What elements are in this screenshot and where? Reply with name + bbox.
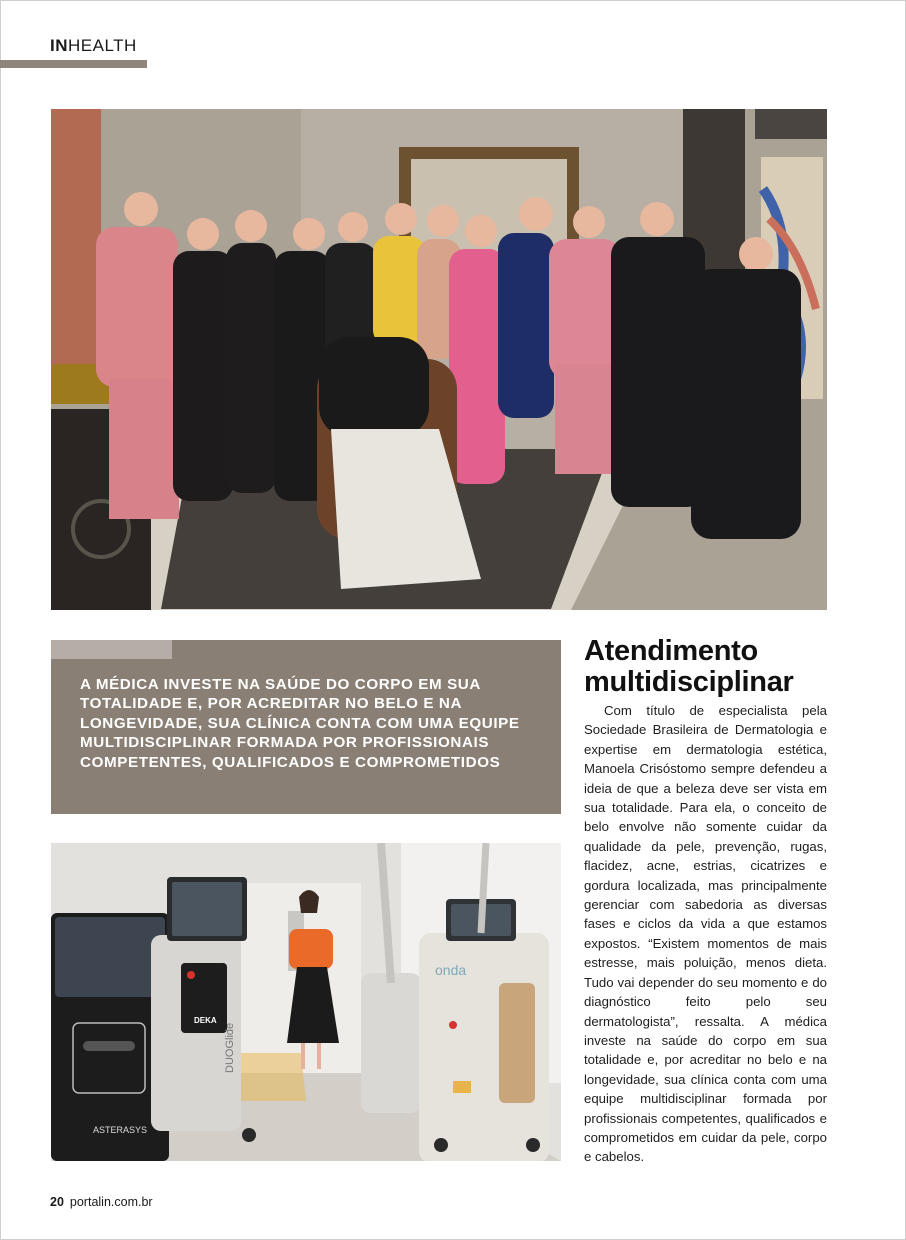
clinic-photo — [51, 843, 561, 1161]
article-body: Com título de especialista pela Sociedade Brasileira de Dermatologia e expertise em dermatologia estética, Manoela Crisóstomo sempre defendeu a ideia de que a beleza deve ser vista em sua totalidade. Para ela, o conceito de belo envolve não somente cuidar da qualidade da pele, prevenção, rugas, flacidez, acne, estrias, cicatrizes e gordura localizada, mas principalmente gerenciar com sabedoria as diversas fases e ciclos da vida a que estamos expostos. “Existem momentos de mais estresse, mais poluição, menos dieta. Tudo vai depender do seu momento e do diagnóstico feito pelo seu dermatologista”, ressalta. A médica investe na saúde do corpo em sua totalidade e, por acreditar no belo e na longevidade, sua clínica conta com uma equipe multidisciplinar formada por profissionais competentes, qualificados e comprometidos em cuidar da pele, corpo e cabelos. — [584, 703, 827, 1165]
pull-quote-tab — [51, 640, 172, 659]
clinic-equipment-photo-icon — [51, 843, 561, 1161]
section-tag-rest: HEALTH — [68, 36, 137, 55]
onda-brand-label: onda — [435, 962, 467, 978]
page-number: 20 — [50, 1195, 64, 1209]
section-tag — [50, 36, 137, 56]
deka-brand-label: DEKA — [194, 1016, 217, 1025]
asterasys-brand-label: ASTERASYS — [93, 1125, 148, 1135]
pull-quote-text: A MÉDICA INVESTE NA SAÚDE DO CORPO EM SUA TOTALIDADE E, POR ACREDITAR NO BELO E NA LONGEVIDADE, SUA CLÍNICA CONTA COM UMA EQUIPE MULTIDISCIPLINAR FORMADA POR PROFISSIONAIS COMPETENTES, QUALIFICADOS E COMPROMETIDOS — [80, 676, 520, 771]
page-folio — [50, 1195, 153, 1209]
section-tag-bold: IN — [50, 36, 68, 55]
team-photo — [51, 109, 827, 610]
duoglide-brand-label: DUOGlide — [224, 1022, 236, 1073]
section-bar — [0, 60, 147, 68]
article-headline: Atendimento multidisciplinar — [584, 635, 794, 698]
site-url: portalin.com.br — [69, 1195, 153, 1209]
team-group-photo-icon — [51, 109, 827, 610]
